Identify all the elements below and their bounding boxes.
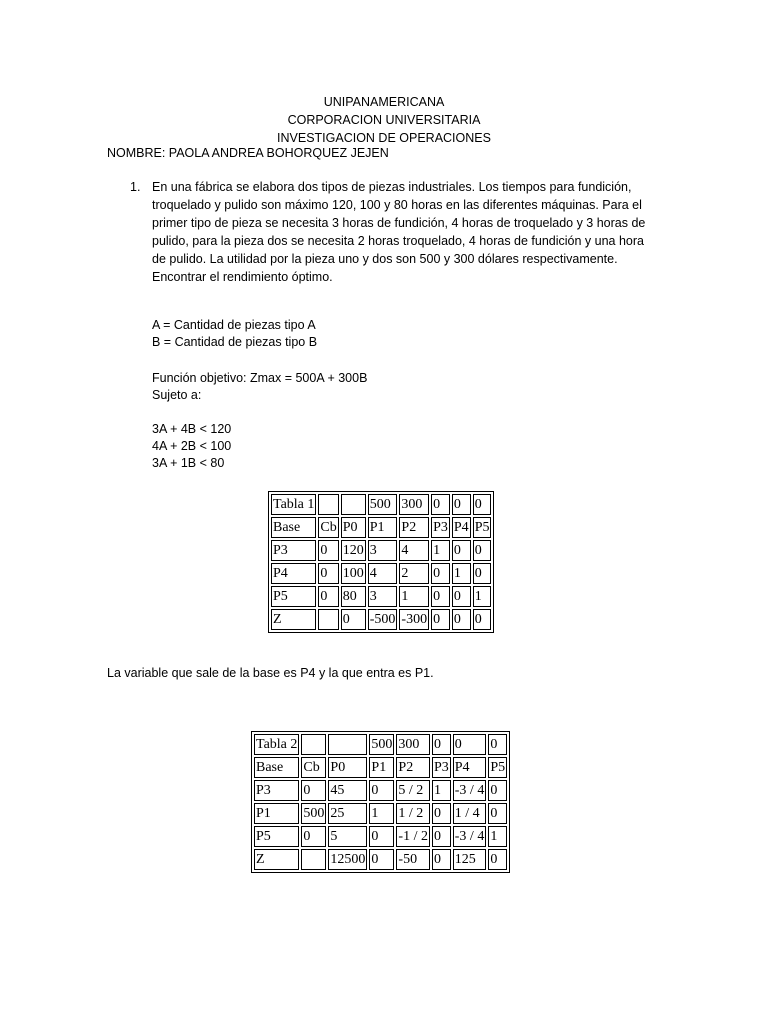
table-cell: 1	[473, 586, 492, 607]
table-cell: 0	[369, 826, 394, 847]
table-cell: 4	[368, 563, 398, 584]
table-cell	[301, 849, 326, 870]
table-row	[271, 540, 491, 561]
table-cell: 1	[432, 780, 451, 801]
table-cell: 0	[369, 849, 394, 870]
table-cell: P1	[254, 803, 299, 824]
table-cell: 0	[431, 586, 450, 607]
table-cell	[341, 494, 366, 515]
table-row	[254, 849, 507, 870]
table-cell: 125	[453, 849, 487, 870]
table-cell: P2	[399, 517, 429, 538]
table-cell	[301, 734, 326, 755]
table-cell: P2	[396, 757, 430, 778]
table-cell: 500	[301, 803, 326, 824]
table-cell: P4	[452, 517, 471, 538]
table-cell: Cb	[301, 757, 326, 778]
table-cell: 80	[341, 586, 366, 607]
table-cell: 0	[452, 586, 471, 607]
table-cell: -50	[396, 849, 430, 870]
table-cell: 0	[488, 849, 507, 870]
variable-b: B = Cantidad de piezas tipo B	[152, 335, 318, 349]
variable-definitions	[152, 317, 317, 351]
table-cell: Cb	[318, 517, 338, 538]
simplex-table-2	[251, 731, 510, 873]
table-cell: 0	[301, 826, 326, 847]
objective-function: Función objetivo: Zmax = 500A + 300B	[152, 371, 368, 385]
table-cell: 100	[341, 563, 366, 584]
table-cell: Base	[271, 517, 316, 538]
table-cell: -300	[399, 609, 429, 630]
table-cell: 1	[488, 826, 507, 847]
table-cell: Z	[254, 849, 299, 870]
constraint: 3A + 1B < 80	[152, 456, 225, 470]
table-cell	[318, 494, 338, 515]
variable-a: A = Cantidad de piezas tipo A	[152, 318, 316, 332]
table-row	[254, 757, 507, 778]
table-cell: 0	[318, 586, 338, 607]
table-cell: 3	[368, 540, 398, 561]
table-cell: 0	[453, 734, 487, 755]
table-cell: 2	[399, 563, 429, 584]
table-row	[271, 586, 491, 607]
table-cell: 1	[431, 540, 450, 561]
table-cell: 1 / 4	[453, 803, 487, 824]
table-cell: 0	[473, 563, 492, 584]
table-cell: 1	[452, 563, 471, 584]
problem-number: 1.	[130, 180, 141, 194]
table-cell	[328, 734, 367, 755]
table-cell: 0	[341, 609, 366, 630]
student-name: NOMBRE: PAOLA ANDREA BOHORQUEZ JEJEN	[107, 146, 389, 160]
institution-subtitle: CORPORACION UNIVERSITARIA	[287, 113, 481, 127]
objective-block	[152, 370, 367, 404]
table-cell: Z	[271, 609, 316, 630]
subject-to: Sujeto a:	[152, 388, 202, 402]
table-cell: 0	[473, 609, 492, 630]
table-cell: 0	[318, 563, 338, 584]
table-cell: P1	[369, 757, 394, 778]
table-cell: P0	[341, 517, 366, 538]
problem-text: En una fábrica se elabora dos tipos de piezas industriales. Los tiempos para fundición, troquelado y pulido son máximo 120, 100 y 80 horas en las diferentes máquinas. Para el primer tipo de pieza se necesita 3 horas de fundición, 4 horas de troquelado y 3 horas de pulido, para la pieza dos se necesita 2 horas troquelado, 4 horas de fundición y una hora de pulido. La utilidad por la pieza uno y dos son 500 y 300 dólares respectivamente. Encontrar el rendimiento óptimo.	[152, 180, 646, 284]
document-header	[0, 93, 768, 147]
constraint: 4A + 2B < 100	[152, 439, 232, 453]
table-cell: 0	[318, 540, 338, 561]
table-cell: 0	[473, 540, 492, 561]
table-cell: 0	[488, 803, 507, 824]
table-cell: P3	[271, 540, 316, 561]
table-cell: -500	[368, 609, 398, 630]
table-row	[254, 826, 507, 847]
table-cell: Tabla 1	[271, 494, 316, 515]
table-cell: P3	[431, 517, 450, 538]
table-cell: 0	[432, 734, 451, 755]
table-cell: P4	[453, 757, 487, 778]
table-cell: 0	[369, 780, 394, 801]
table-cell: 0	[432, 803, 451, 824]
table-row	[271, 494, 491, 515]
table-cell: P5	[473, 517, 492, 538]
table-cell: 5	[328, 826, 367, 847]
table-row	[271, 609, 491, 630]
table-cell: 0	[473, 494, 492, 515]
institution-name: UNIPANAMERICANA	[323, 95, 445, 109]
table-cell: 0	[452, 494, 471, 515]
table-cell: P4	[271, 563, 316, 584]
table-cell: 3	[368, 586, 398, 607]
table-cell: P0	[328, 757, 367, 778]
table-cell: 300	[399, 494, 429, 515]
table-cell: 0	[452, 540, 471, 561]
table-cell: 0	[301, 780, 326, 801]
table-row	[254, 734, 507, 755]
table-row	[254, 780, 507, 801]
table-cell: -3 / 4	[453, 780, 487, 801]
table-cell: Base	[254, 757, 299, 778]
table-cell: 12500	[328, 849, 367, 870]
constraint: 3A + 4B < 120	[152, 422, 232, 436]
table-cell: 0	[431, 494, 450, 515]
table-cell: P5	[254, 826, 299, 847]
pivot-explanation: La variable que sale de la base es P4 y la que entra es P1.	[107, 666, 434, 680]
table-cell: -3 / 4	[453, 826, 487, 847]
table-cell: 0	[431, 609, 450, 630]
table-cell: 0	[432, 849, 451, 870]
table-cell: 120	[341, 540, 366, 561]
problem-statement	[130, 178, 660, 286]
table-cell: -1 / 2	[396, 826, 430, 847]
table-cell: 1	[369, 803, 394, 824]
course-name: INVESTIGACION DE OPERACIONES	[277, 131, 491, 145]
table-row	[271, 517, 491, 538]
table-cell: 4	[399, 540, 429, 561]
table-cell: P1	[368, 517, 398, 538]
table-cell: 0	[432, 826, 451, 847]
table-cell: P3	[254, 780, 299, 801]
simplex-table-1	[268, 491, 494, 633]
table-cell: 45	[328, 780, 367, 801]
table-cell: 0	[488, 780, 507, 801]
table-cell: 0	[431, 563, 450, 584]
table-cell: 500	[369, 734, 394, 755]
table-cell: 1	[399, 586, 429, 607]
table-cell: 5 / 2	[396, 780, 430, 801]
table-row	[254, 803, 507, 824]
table-cell	[318, 609, 338, 630]
table-cell: 0	[488, 734, 507, 755]
table-cell: P5	[488, 757, 507, 778]
table-cell: 1 / 2	[396, 803, 430, 824]
table-cell: Tabla 2	[254, 734, 299, 755]
table-cell: P3	[432, 757, 451, 778]
table-cell: 25	[328, 803, 367, 824]
table-cell: P5	[271, 586, 316, 607]
table-cell: 0	[452, 609, 471, 630]
table-cell: 500	[368, 494, 398, 515]
table-row	[271, 563, 491, 584]
table-cell: 300	[396, 734, 430, 755]
constraints-block	[152, 421, 231, 472]
